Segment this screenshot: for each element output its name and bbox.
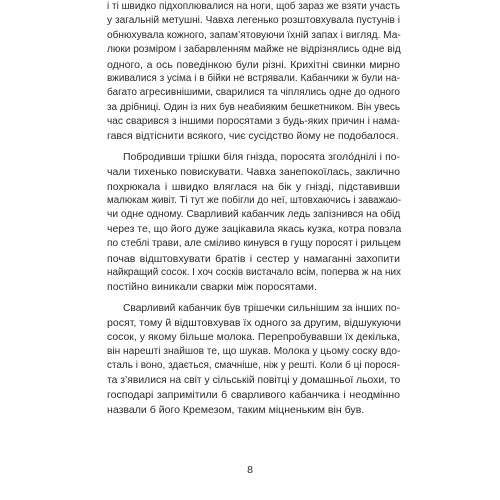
paragraph-2 — [107, 151, 400, 295]
text-line: Сварливий кабанчик був трішечки сильнішим за інших по- — [123, 302, 400, 314]
text-line: росят, тому й відштовхував їх одного за другим, відшукуючи — [107, 317, 401, 330]
text-line: почав відштовхувати братів і сестер у намаганні захопити — [107, 252, 400, 265]
text-line: Побродивши трішки біля гнізда, поросята зголо́днілі і по- — [123, 151, 400, 163]
text-line: вживалися з усіма і в бійки не встрявали. Кабанчики ж були на- — [107, 72, 400, 84]
text-line: господарі запримітили б сварливого кабанчика і неодмінно — [107, 389, 400, 402]
paragraph-1 — [107, 0, 400, 144]
text-line: час сварився з іншими поросятами з будь-яких причин і нама- — [107, 116, 400, 128]
text-line: люки розміром і забарвленням майже не відрізнялись одне від — [107, 44, 401, 56]
text-line: у загальній метушні. Чавха легенько розштовхувала пустунів і — [107, 15, 400, 27]
text-line: чали тихенько повискувати. Чавха занепокоїлась, заклично — [107, 166, 400, 179]
text-line: малюкам живіт. Ті тут же побігли до неї, штовхаючись і заважаю- — [107, 195, 402, 207]
text-line: через те, що його дуже зацікавила якась кузка, котра повзла — [107, 223, 402, 235]
text-line: по стеблі трави, але сміливо кинувся в гущу поросят і рильцем — [107, 238, 401, 250]
text-line: гався відтіснити всякого, чиє сусідство йому не подобалося. — [107, 130, 399, 142]
text-line: сосок, у якому більше молока. Перепробувавши їх декілька, — [107, 331, 400, 343]
text-line: назвали б його Кремезом, таким міцненьким він був. — [107, 403, 365, 416]
text-line: чи одне одному. Сварливий кабанчик ледь запізнився на обід — [107, 209, 401, 221]
text-line: та з’явилися на світ у сільській повітці у домашньої льохи, то — [107, 374, 401, 386]
text-line: похрюкала і швидко вляглася на бік у гнізді, підставивши — [107, 180, 400, 193]
text-line: обнюхувала кожного, запам’ятовуючи їхній запах і вигляд. Ма- — [107, 29, 401, 41]
text-line: за дрібниці. Один із них був неабияким бешкетником. Він увесь — [107, 101, 400, 113]
text-line: і ті швидко підхоплювалися на ноги, щоб зараз же взяти участь — [107, 1, 400, 12]
text-line: найкращий сосок. І хоч сосків вистачало всім, поперва ж на них — [107, 267, 402, 279]
text-line: сталь і воно, здається, смачніше, ніж у решті. Коли б ці порося- — [107, 360, 400, 372]
body-text — [107, 0, 400, 417]
text-line: багато агресивнішими, сварилися та чіплялись одне до одного — [107, 87, 400, 99]
text-line: постійно виникали сварки між поросятами. — [107, 281, 317, 294]
paragraph-spacer — [107, 295, 400, 302]
text-line: він нарешті знайшов те, що шукав. Молока у цьому соску вдо- — [107, 345, 401, 357]
text-line: одного, а ось поведінкою були різні. Крихітні свинки мирно — [107, 58, 400, 71]
paragraph-3 — [107, 302, 400, 417]
page-number: 8 — [247, 464, 253, 476]
paragraph-spacer — [107, 144, 400, 151]
